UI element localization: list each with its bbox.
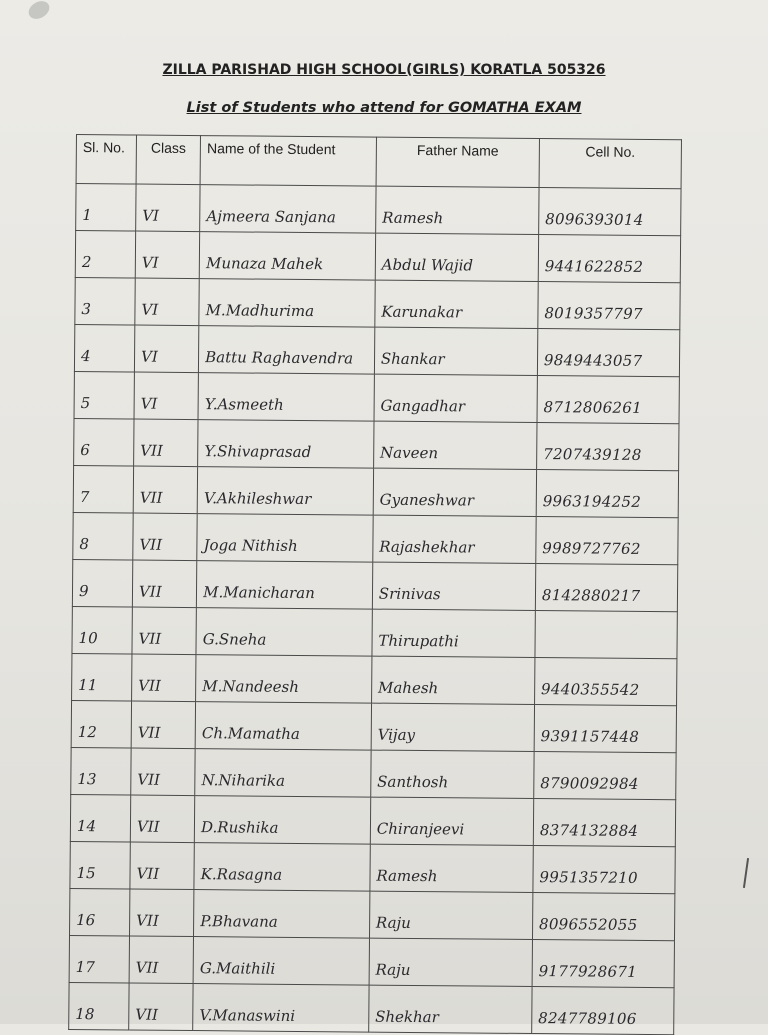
school-title: ZILLA PARISHAD HIGH SCHOOL(GIRLS) KORATLA 505326: [162, 62, 606, 78]
cell-class: VII: [129, 889, 194, 937]
cell-class: VII: [133, 513, 198, 561]
cell-class: VII: [130, 795, 195, 843]
cell-student-name: V.Manaswini: [193, 984, 369, 1033]
cell-class: VII: [132, 607, 197, 655]
cell-class: VI: [134, 325, 199, 373]
cell-student-name: Y.Shivaprasad: [198, 420, 374, 469]
cell-class: VII: [134, 419, 199, 467]
cell-phone-number: 9391157448: [534, 705, 676, 753]
table-row: [72, 559, 677, 611]
cell-student-name: N.Niharika: [195, 749, 371, 798]
cell-father-name: Gyaneshwar: [373, 468, 536, 516]
cell-class: VII: [131, 701, 196, 749]
cell-sl-no: 16: [70, 888, 130, 936]
cell-class: VII: [129, 983, 194, 1031]
cell-father-name: Naveen: [373, 421, 536, 469]
cell-father-name: Ramesh: [370, 844, 533, 892]
header-cell-no: Cell No.: [539, 139, 682, 189]
cell-student-name: K.Rasagna: [194, 843, 370, 892]
cell-phone-number: 8712806261: [537, 376, 679, 424]
cell-phone-number: 9440355542: [534, 658, 676, 706]
cell-phone-number: 8096552055: [532, 893, 674, 941]
cell-father-name: Abdul Wajid: [375, 233, 538, 281]
cell-sl-no: 5: [74, 371, 134, 419]
table-row: [74, 371, 679, 423]
cell-sl-no: 3: [75, 277, 135, 325]
table-row: [75, 231, 680, 283]
table-row: [75, 277, 680, 329]
cell-class: VII: [131, 748, 196, 796]
cell-student-name: P.Bhavana: [194, 890, 370, 939]
cell-class: VI: [136, 184, 201, 232]
cell-sl-no: 12: [71, 700, 131, 748]
pencil-mark: [25, 0, 52, 22]
cell-class: VII: [130, 842, 195, 890]
table-row: [71, 700, 676, 752]
cell-student-name: M.Manicharan: [197, 561, 373, 610]
cell-sl-no: 4: [74, 324, 134, 372]
cell-father-name: Gangadhar: [374, 374, 537, 422]
cell-class: VI: [135, 231, 200, 279]
cell-student-name: G.Sneha: [196, 608, 372, 657]
cell-phone-number: 9989727762: [536, 517, 678, 565]
cell-sl-no: 10: [72, 606, 132, 654]
cell-phone-number: 8096393014: [539, 188, 681, 236]
cell-class: VII: [129, 936, 194, 984]
table-row: [72, 606, 677, 658]
cell-father-name: Santhosh: [371, 750, 534, 798]
cell-phone-number: 9177928671: [532, 940, 674, 988]
cell-father-name: Raju: [369, 938, 532, 986]
cell-phone-number: 7207439128: [537, 423, 679, 471]
cell-phone-number: [535, 611, 677, 659]
cell-father-name: Thirupathi: [372, 609, 535, 657]
table-row: [72, 653, 677, 705]
cell-phone-number: 8247789106: [532, 987, 674, 1035]
cell-phone-number: 8142880217: [535, 564, 677, 612]
cell-phone-number: 9441622852: [538, 235, 680, 283]
cell-student-name: M.Madhurima: [199, 279, 375, 328]
table-row: [70, 794, 675, 846]
header-father-name: Father Name: [376, 137, 539, 187]
header-class: Class: [136, 135, 201, 185]
cell-sl-no: 15: [70, 841, 130, 889]
cell-phone-number: 9963194252: [536, 470, 678, 518]
table-row: [69, 935, 674, 987]
cell-class: VII: [133, 466, 198, 514]
cell-sl-no: 7: [73, 465, 133, 513]
cell-phone-number: 8790092984: [534, 752, 676, 800]
cell-phone-number: 9849443057: [537, 329, 679, 377]
cell-father-name: Srinivas: [372, 562, 535, 610]
cell-phone-number: 9951357210: [533, 846, 675, 894]
paper-crease: [743, 858, 749, 888]
cell-sl-no: 1: [76, 184, 136, 232]
cell-father-name: Ramesh: [375, 186, 538, 234]
cell-sl-no: 14: [70, 794, 130, 842]
table-row: [76, 184, 681, 236]
cell-sl-no: 9: [72, 559, 132, 607]
cell-phone-number: 8019357797: [538, 282, 680, 330]
table-row: [74, 324, 679, 376]
table-row: [73, 465, 678, 517]
cell-father-name: Rajashekhar: [373, 515, 536, 563]
cell-student-name: Munaza Mahek: [199, 232, 375, 281]
cell-student-name: G.Maithili: [193, 937, 369, 986]
cell-father-name: Karunakar: [375, 280, 538, 328]
cell-sl-no: 13: [71, 747, 131, 795]
cell-sl-no: 8: [73, 512, 133, 560]
cell-student-name: Ch.Mamatha: [195, 702, 371, 751]
cell-father-name: Chiranjeevi: [370, 797, 533, 845]
cell-phone-number: 8374132884: [533, 799, 675, 847]
cell-father-name: Shekhar: [369, 985, 532, 1033]
cell-class: VII: [132, 654, 197, 702]
header-student-name: Name of the Student: [200, 136, 376, 187]
cell-father-name: Mahesh: [371, 656, 534, 704]
cell-student-name: Joga Nithish: [197, 514, 373, 563]
cell-sl-no: 6: [74, 418, 134, 466]
table-row: [70, 888, 675, 940]
cell-sl-no: 11: [72, 653, 132, 701]
table-row: [70, 841, 675, 893]
cell-student-name: D.Rushika: [194, 796, 370, 845]
cell-sl-no: 2: [75, 231, 135, 279]
cell-class: VI: [134, 372, 199, 420]
student-table: [68, 134, 682, 1035]
cell-father-name: Raju: [369, 891, 532, 939]
cell-father-name: Vijay: [371, 703, 534, 751]
cell-class: VII: [132, 560, 197, 608]
table-row: [69, 982, 674, 1034]
table-row: [73, 512, 678, 564]
cell-student-name: Y.Asmeeth: [198, 373, 374, 422]
cell-father-name: Shankar: [374, 327, 537, 375]
table-row: [71, 747, 676, 799]
list-subtitle: List of Students who attend for GOMATHA EXAM: [186, 100, 582, 116]
cell-student-name: V.Akhileshwar: [197, 467, 373, 516]
table-header-row: [76, 135, 681, 189]
cell-student-name: Ajmeera Sanjana: [200, 185, 376, 234]
table-body: [69, 184, 681, 1035]
cell-student-name: M.Nandeesh: [196, 655, 372, 704]
cell-class: VI: [135, 278, 200, 326]
cell-sl-no: 18: [69, 982, 129, 1030]
header-sl-no: Sl. No.: [76, 135, 136, 185]
cell-student-name: Battu Raghavendra: [199, 326, 375, 375]
table-row: [74, 418, 679, 470]
cell-sl-no: 17: [69, 935, 129, 983]
